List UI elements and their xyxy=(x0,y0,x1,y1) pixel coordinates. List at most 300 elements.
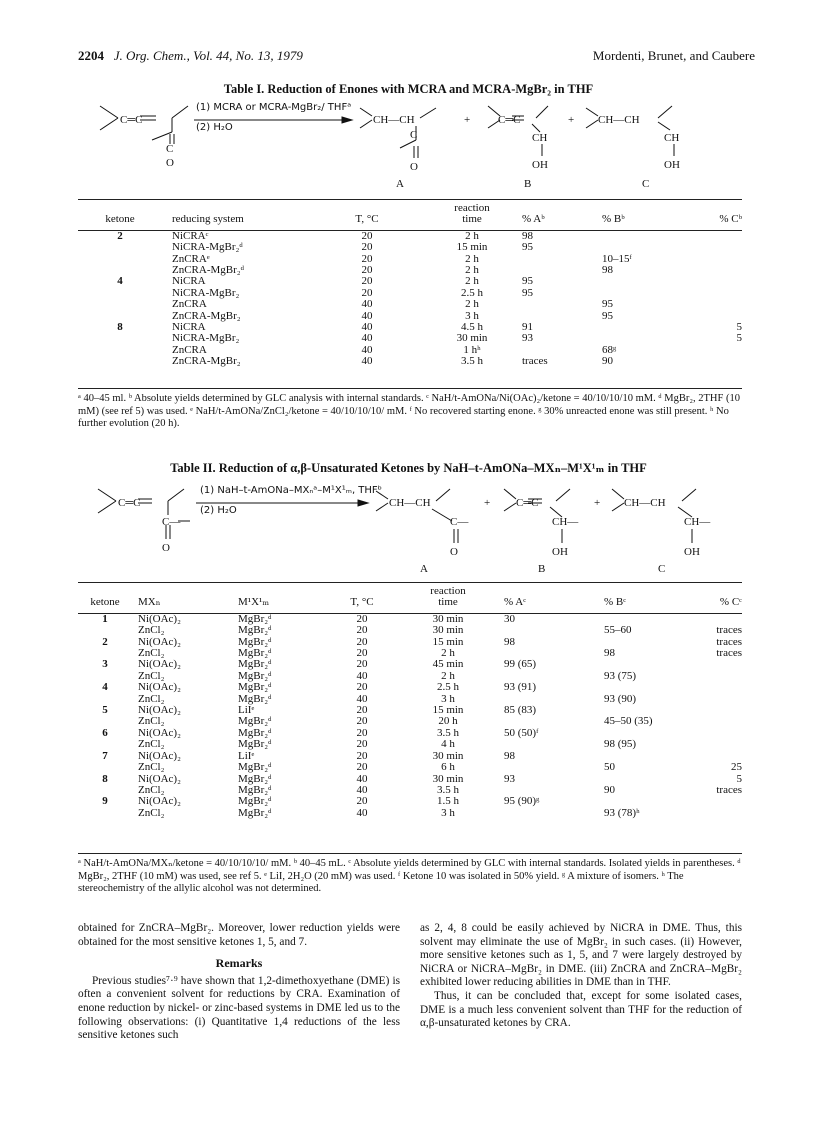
table2-cell: Ni(OAc)₂ xyxy=(138,795,181,808)
table2-top-rule xyxy=(78,582,742,583)
table2-cell: 40 xyxy=(356,806,368,819)
table2-cell: Ni(OAc)₂ xyxy=(138,704,181,717)
table1-cell: NiCRA-MgBr₂ xyxy=(172,286,240,299)
table1-cell xyxy=(78,242,162,253)
table1-cell xyxy=(522,311,602,322)
table2-cell: 99 (65) xyxy=(504,658,537,671)
table1-scheme xyxy=(80,100,760,190)
table2-cell: 2.5 h xyxy=(437,681,459,694)
table1-cell: 95 xyxy=(602,309,613,322)
table1-row xyxy=(78,356,742,367)
t2-product-c-oh: OH xyxy=(684,546,700,558)
table2-cell xyxy=(494,762,584,773)
table1-cell xyxy=(684,311,742,322)
t2-product-a-c: C— xyxy=(450,516,469,528)
product-a-c: C xyxy=(410,129,418,141)
table1-cell: 8 xyxy=(117,321,123,334)
table1-header-system: reducing system xyxy=(172,213,244,226)
table2-header-mx: MXₙ xyxy=(138,596,161,609)
table1-header-a: % Aᵇ xyxy=(522,213,545,226)
table1-cell xyxy=(602,288,684,299)
plus-sign-2: + xyxy=(568,114,575,126)
table2-cell: Ni(OAc)₂ xyxy=(138,635,181,648)
table2-cell: 55–60 xyxy=(604,624,632,637)
table2-bottom-rule xyxy=(78,853,742,854)
table2-cell: MgBr₂ᵈ xyxy=(238,624,272,637)
table1-cell: NiCRA xyxy=(172,275,206,288)
table2-cell: MgBr₂ᵈ xyxy=(238,715,272,728)
table2-cell xyxy=(676,682,742,693)
table1-cell: 2 h xyxy=(465,264,479,277)
table2-cell: 1.5 h xyxy=(437,795,459,808)
table2-cell: 20 xyxy=(356,715,368,728)
table1-cell: traces xyxy=(522,355,548,368)
table2-cell: 93 xyxy=(504,772,515,785)
table1-cell xyxy=(602,322,684,333)
table1 xyxy=(78,203,742,368)
table1-cell: 95 xyxy=(522,275,533,288)
table1-cell: 98 xyxy=(602,264,613,277)
table2-cell: MgBr₂ᵈ xyxy=(238,795,272,808)
table2-cell: MgBr₂ᵈ xyxy=(238,806,272,819)
right-column-paragraph-2: Thus, it can be concluded that, except for some isolated cases, DME is a much less convenient solvent than THF for the reduction of α,β-unsaturated ketones by CRA. xyxy=(420,989,742,1030)
enone-c: C xyxy=(166,143,174,155)
table2-row xyxy=(78,682,742,693)
table1-cell xyxy=(684,288,742,299)
product-a-chain: CH—CH xyxy=(373,114,415,126)
table2-cell: Ni(OAc)₂ xyxy=(138,749,181,762)
table2-cell: ZnCl₂ xyxy=(138,738,165,751)
table2-footnote: ᵃ NaH/t-AmONa/MXₙ/ketone = 40/10/10/10/ mM. ᵇ 40–45 mL. ᶜ Absolute yields determined by GLC with internal standards. Isolated yields in parentheses. ᵈ MgBr₂, 2THF (10 mM) was used, see ref 5. ᵉ LiI, 2H₂O (20 mM) was used. ᶠ Ketone 10 was isolated in 50% yield. ᵍ A mixture of isomers. ʰ The stereochemistry of the allylic alcohol was not determined. xyxy=(78,858,741,894)
table2-cell: MgBr₂ᵈ xyxy=(238,612,272,625)
table2-cell xyxy=(494,739,584,750)
table1-footnote: ᵃ 40–45 ml. ᵇ Absolute yields determined by GLC analysis with internal standards. ᶜ NaH/t-AmONa/Ni(OAc)₂/ketone = 40/10/10/10 mM. ᵈ MgBr₂, 2THF (10 mM) (see ref 5) was used. ᵉ NaH/t-AmONa/ZnCl₂/ketone = 40/10/10/10/ mM. ᶠ No recovered starting enone. ᵍ 30% unreacted enone was still present. ʰ No further evolution (20 h). xyxy=(78,393,740,429)
table1-cell: 90 xyxy=(602,355,613,368)
table2-cell: 15 min xyxy=(432,704,464,717)
table2-cell: 50 xyxy=(604,761,615,774)
product-c-oh: OH xyxy=(664,159,680,171)
table1-cell xyxy=(684,242,742,253)
table2-cell: ZnCl₂ xyxy=(138,715,165,728)
table2-cell: ZnCl₂ xyxy=(138,783,165,796)
table1-cell: 15 min xyxy=(456,241,488,254)
product-b-c-c: C═C xyxy=(498,114,521,126)
table2-cell: MgBr₂ᵈ xyxy=(238,726,272,739)
table1-cell: 40 xyxy=(361,321,373,334)
table2-label-a: A xyxy=(420,563,428,575)
table1-cell: 4 xyxy=(117,275,123,288)
table2-cell: 90 xyxy=(604,783,615,796)
t2-product-b-ch: CH— xyxy=(552,516,579,528)
product-b-ch: CH xyxy=(532,132,548,144)
table2-header-ketone: ketone xyxy=(90,596,120,609)
table2-row xyxy=(78,762,742,773)
table1-cell xyxy=(78,288,162,299)
table1-cell: 20 xyxy=(361,275,373,288)
journal-citation: J. Org. Chem., Vol. 44, No. 13, 1979 xyxy=(113,48,303,63)
table2-cell: Ni(OAc)₂ xyxy=(138,658,181,671)
table2-cell: 1 xyxy=(102,612,108,625)
table1-cell: 68ᵍ xyxy=(602,343,617,356)
table1-cell: 2 h xyxy=(465,229,479,242)
table1-title: Table I. Reduction of Enones with MCRA and MCRA-MgBr₂ in THF xyxy=(223,82,594,96)
table1-cell: 2 h xyxy=(465,275,479,288)
table2-cell: 45 min xyxy=(432,658,464,671)
table2-cell: 30 xyxy=(504,612,515,625)
table2-cell: 20 xyxy=(356,681,368,694)
left-column xyxy=(78,922,400,1043)
table2-row xyxy=(78,796,742,807)
table1-row xyxy=(78,242,742,253)
table2-cell: 6 h xyxy=(441,761,455,774)
table2-row xyxy=(78,613,742,625)
table2-cell: 3.5 h xyxy=(437,783,459,796)
table2-cell: 20 xyxy=(356,761,368,774)
table2-cell xyxy=(584,637,676,648)
table2-reagent-step2: (2) H₂O xyxy=(200,505,237,516)
table1-cell: 95 xyxy=(522,286,533,299)
table2-cell: 7 xyxy=(102,749,108,762)
table2-cell: Ni(OAc)₂ xyxy=(138,772,181,785)
table2-cell xyxy=(494,625,584,636)
table1-cell xyxy=(602,242,684,253)
table1-cell: 2.5 h xyxy=(461,286,483,299)
table1-cell xyxy=(684,299,742,310)
table1-row xyxy=(78,299,742,310)
table2-cell: 40 xyxy=(356,772,368,785)
table1-cell: 95 xyxy=(602,298,613,311)
table2-cell: 4 h xyxy=(441,738,455,751)
product-a-o: O xyxy=(410,161,418,173)
table2-cell: 85 (83) xyxy=(504,704,537,717)
table1-cell: 20 xyxy=(361,264,373,277)
table1-reagent-step1: (1) MCRA or MCRA-MgBr₂/ THFᵃ xyxy=(196,102,352,113)
table1-cell: 93 xyxy=(522,332,533,345)
table2-cell xyxy=(584,751,676,762)
table2-cell: 3.5 h xyxy=(437,726,459,739)
table1-cell: 2 xyxy=(117,229,123,242)
table1-cell: NiCRA-MgBr₂ᵈ xyxy=(172,241,243,254)
table2-cell xyxy=(78,625,132,636)
table2-row xyxy=(78,659,742,670)
table2-cell xyxy=(584,796,676,807)
table2-cell: MgBr₂ᵈ xyxy=(238,647,272,660)
table1-cell xyxy=(522,299,602,310)
table2-title: Table II. Reduction of α,β-Unsaturated Ketones by NaH–t-AmONa–MXₙ–M¹X¹ₘ in THF xyxy=(170,461,647,475)
table2-cell: 45–50 (35) xyxy=(604,715,653,728)
table2 xyxy=(78,586,742,819)
table1-cell xyxy=(78,299,162,310)
table2-cell: 3 h xyxy=(441,806,455,819)
table1-cell: ZnCRA xyxy=(172,343,207,356)
t2-enone-c-c: C═C xyxy=(118,497,141,509)
table1-cell: 5 xyxy=(736,321,742,334)
table2-cell: Ni(OAc)₂ xyxy=(138,612,181,625)
table2-cell xyxy=(494,808,584,819)
table2-header-b: % Bᶜ xyxy=(604,596,627,609)
left-column-intro: obtained for ZnCRA–MgBr₂. Moreover, lower reduction yields were obtained for the most sensitive ketones 1, 5, and 7. xyxy=(78,922,400,948)
table2-cell: 8 xyxy=(102,772,108,785)
table1-cell: 40 xyxy=(361,298,373,311)
table2-cell: 5 xyxy=(736,772,742,785)
table2-cell xyxy=(676,659,742,670)
table2-cell: 20 xyxy=(356,635,368,648)
table2-cell: 98 (95) xyxy=(604,738,637,751)
table1-cell: 40 xyxy=(361,355,373,368)
table2-cell: MgBr₂ᵈ xyxy=(238,738,272,751)
table1-cell xyxy=(684,254,742,265)
table2-cell: ZnCl₂ xyxy=(138,624,165,637)
table1-cell: 95 xyxy=(522,241,533,254)
table1-reagent-step2: (2) H₂O xyxy=(196,122,233,133)
table1-cell: ZnCRAᵉ xyxy=(172,252,210,265)
table1-cell: 2 h xyxy=(465,252,479,265)
table1-cell xyxy=(78,254,162,265)
table2-cell: 20 xyxy=(356,647,368,660)
table1-cell: NiCRA xyxy=(172,321,206,334)
table2-cell: ZnCl₂ xyxy=(138,647,165,660)
table1-label-c: C xyxy=(642,178,650,190)
table1-header-time: time xyxy=(462,213,482,226)
table2-cell: MgBr₂ᵈ xyxy=(238,761,272,774)
table2-cell: 30 min xyxy=(432,612,464,625)
table2-cell: MgBr₂ᵈ xyxy=(238,635,272,648)
table1-header-reaction: reaction xyxy=(454,202,490,214)
table1-label-b: B xyxy=(524,178,532,190)
table2-cell xyxy=(676,694,742,705)
table1-header-ketone: ketone xyxy=(105,213,135,226)
table2-cell: LiIᵉ xyxy=(238,704,255,717)
table1-bottom-rule xyxy=(78,388,742,389)
t2-product-b-oh: OH xyxy=(552,546,568,558)
table2-cell: 40 xyxy=(356,783,368,796)
table2-cell xyxy=(676,716,742,727)
table1-header-temp: T, °C xyxy=(355,213,379,226)
table2-cell: LiIᵉ xyxy=(238,749,255,762)
table1-cell xyxy=(684,345,742,356)
table1-cell xyxy=(602,230,684,242)
t2-product-c-ch: CH— xyxy=(684,516,711,528)
table1-cell xyxy=(522,254,602,265)
table2-header-a: % Aᶜ xyxy=(504,596,527,609)
t2-enone-c: C— xyxy=(162,516,181,528)
product-b-oh: OH xyxy=(532,159,548,171)
plus-sign-1: + xyxy=(464,114,471,126)
table2-cell: 25 xyxy=(731,761,742,774)
table2-cell: 3 h xyxy=(441,692,455,705)
table2-cell: 20 xyxy=(356,658,368,671)
table2-cell: 30 min xyxy=(432,624,464,637)
table1-cell: ZnCRA xyxy=(172,298,207,311)
table2-cell: 20 h xyxy=(438,715,458,728)
table1-cell: 40 xyxy=(361,343,373,356)
table2-cell xyxy=(676,728,742,739)
table1-cell xyxy=(78,356,162,367)
running-header-authors: Mordenti, Brunet, and Caubere xyxy=(592,48,755,63)
t2-product-c-chain: CH—CH xyxy=(624,497,666,509)
t2-plus-sign-2: + xyxy=(594,497,601,509)
table2-cell: 30 min xyxy=(432,772,464,785)
table2-cell: 40 xyxy=(356,669,368,682)
table2-cell: 2 h xyxy=(441,669,455,682)
table1-cell: 20 xyxy=(361,252,373,265)
table2-cell: 4 xyxy=(102,681,108,694)
table2-row xyxy=(78,739,742,750)
table2-row xyxy=(78,808,742,819)
table2-cell: 93 (91) xyxy=(504,681,537,694)
table2-cell: ZnCl₂ xyxy=(138,669,165,682)
table2-cell: 50 (50)ᶠ xyxy=(504,726,539,739)
table1-cell: 4.5 h xyxy=(461,321,483,334)
table2-header-reaction: reaction xyxy=(430,585,466,597)
table2-cell: MgBr₂ᵈ xyxy=(238,783,272,796)
table2-cell xyxy=(78,739,132,750)
table2-cell: 98 xyxy=(504,749,515,762)
table2-cell: Ni(OAc)₂ xyxy=(138,726,181,739)
table2-cell xyxy=(584,682,676,693)
table2-cell: 2 xyxy=(102,635,108,648)
table2-header-c: % Cᶜ xyxy=(719,596,742,609)
t2-product-a-o: O xyxy=(450,546,458,558)
table2-header-temp: T, °C xyxy=(350,596,374,609)
table2-cell: 20 xyxy=(356,612,368,625)
table2-cell: MgBr₂ᵈ xyxy=(238,772,272,785)
table2-cell xyxy=(676,796,742,807)
table2-cell: 98 xyxy=(604,647,615,660)
table2-cell: 9 xyxy=(102,795,108,808)
table1-cell xyxy=(602,276,684,287)
table2-cell xyxy=(584,774,676,785)
table1-cell: 20 xyxy=(361,286,373,299)
table2-cell: traces xyxy=(716,624,742,637)
table1-cell: 10–15ᶠ xyxy=(602,252,632,265)
t2-plus-sign-1: + xyxy=(484,497,491,509)
table1-header-c: % Cᵇ xyxy=(719,213,742,226)
table2-cell: traces xyxy=(716,635,742,648)
table2-cell: 98 xyxy=(504,635,515,648)
table1-label-a: A xyxy=(396,178,404,190)
table2-cell: traces xyxy=(716,783,742,796)
table2-row xyxy=(78,728,742,739)
t2-enone-o: O xyxy=(162,542,170,554)
table1-cell: ZnCRA-MgBr₂ xyxy=(172,309,241,322)
table1-header-b: % Bᵇ xyxy=(602,213,625,226)
table1-cell: NiCRA-MgBr₂ xyxy=(172,332,240,345)
table2-label-c: C xyxy=(658,563,666,575)
table2-cell: MgBr₂ᵈ xyxy=(238,658,272,671)
table2-cell: 6 xyxy=(102,726,108,739)
table2-cell xyxy=(78,808,132,819)
table2-row xyxy=(78,751,742,762)
t2-product-a-chain: CH—CH xyxy=(389,497,431,509)
table2-cell: 95 (90)ᵍ xyxy=(504,795,540,808)
table1-cell: 20 xyxy=(361,241,373,254)
table2-cell xyxy=(676,705,742,716)
table1-cell: 30 min xyxy=(456,332,488,345)
table2-row xyxy=(78,774,742,785)
table1-cell: ZnCRA-MgBr₂ xyxy=(172,355,241,368)
table2-header-row xyxy=(78,597,742,608)
table1-cell: 98 xyxy=(522,229,533,242)
table2-cell: 5 xyxy=(102,704,108,717)
table1-cell: 1 hʰ xyxy=(463,343,481,356)
table2-cell: MgBr₂ᵈ xyxy=(238,692,272,705)
table2-reagent-step1: (1) NaH–t-AmONa–MXₙᵃ–M¹X¹ₘ, THFᵇ xyxy=(200,485,382,496)
table2-cell: 2 h xyxy=(441,647,455,660)
table1-top-rule xyxy=(78,199,742,200)
table2-cell: 20 xyxy=(356,726,368,739)
table2-cell xyxy=(676,671,742,682)
table2-cell: ZnCl₂ xyxy=(138,806,165,819)
table2-cell: 93 (78)ʰ xyxy=(604,806,640,819)
t2-product-b-c-c: C═C xyxy=(516,497,539,509)
table1-cell xyxy=(684,356,742,367)
table2-cell: ZnCl₂ xyxy=(138,692,165,705)
table1-cell: 2 h xyxy=(465,298,479,311)
table2-cell: 20 xyxy=(356,704,368,717)
table1-cell: 3.5 h xyxy=(461,355,483,368)
table1-header-row xyxy=(78,214,742,225)
right-column xyxy=(420,922,742,1031)
enone-c-c: C═C xyxy=(120,114,143,126)
table2-scheme-drawing xyxy=(80,481,760,573)
table2-cell: Ni(OAc)₂ xyxy=(138,681,181,694)
table2-cell: ZnCl₂ xyxy=(138,761,165,774)
table2-cell: 93 (75) xyxy=(604,669,637,682)
table1-cell: 20 xyxy=(361,229,373,242)
table2-cell: 3 xyxy=(102,658,108,671)
right-column-paragraph-1: as 2, 4, 8 could be easily achieved by NiCRA in DME. Thus, this solvent may eliminate the use of MgBr₂ in such cases. (ii) However, more sensitive ketones such as 1, 5, and 7 were largely destroyed by NiCRA or NiCRA–MgBr₂ in DME. (iii) ZnCRA and ZnCRA–MgBr₂ exhibited lower reducing abilities in DME than in THF. xyxy=(420,922,742,989)
table1-cell xyxy=(684,276,742,287)
table2-cell: MgBr₂ᵈ xyxy=(238,681,272,694)
table2-header-m1x1: M¹X¹ₘ xyxy=(238,596,270,609)
table1-cell: 5 xyxy=(736,332,742,345)
table1-cell: ZnCRA-MgBr₂ᵈ xyxy=(172,264,245,277)
table2-row xyxy=(78,625,742,636)
table2-cell: 40 xyxy=(356,692,368,705)
table2-header-time: time xyxy=(438,596,458,609)
table2-label-b: B xyxy=(538,563,546,575)
table1-cell xyxy=(684,265,742,276)
table2-cell xyxy=(78,762,132,773)
table2-cell: 20 xyxy=(356,749,368,762)
table2-scheme xyxy=(80,481,760,573)
table1-cell: 91 xyxy=(522,321,533,334)
table2-cell: 93 (90) xyxy=(604,692,637,705)
table2-cell xyxy=(676,739,742,750)
section-title-remarks: Remarks xyxy=(215,956,263,971)
table2-cell: 20 xyxy=(356,795,368,808)
table1-cell xyxy=(522,265,602,276)
table1-cell xyxy=(78,333,162,344)
table1-cell xyxy=(684,230,742,242)
table2-row xyxy=(78,637,742,648)
table2-cell: 20 xyxy=(356,738,368,751)
running-header-left xyxy=(78,48,303,64)
table2-cell: MgBr₂ᵈ xyxy=(238,669,272,682)
enone-o: O xyxy=(166,157,174,169)
table1-scheme-drawing xyxy=(80,100,760,190)
table2-cell: 20 xyxy=(356,624,368,637)
table1-cell: 40 xyxy=(361,309,373,322)
page-number: 2204 xyxy=(78,48,104,63)
table1-cell: NiCRAᶜ xyxy=(172,229,209,242)
table1-cell xyxy=(78,345,162,356)
left-column-paragraph: Previous studies⁷·⁹ have shown that 1,2-dimethoxyethane (DME) is often a convenient solvent for reductions by CRA. Examination of enone reduction by nickel- or zinc-based systems in DME led us to the following observations: (i) Quantitative 1,4 reductions of the less sensitive ketones such xyxy=(78,974,400,1042)
table2-cell: 30 min xyxy=(432,749,464,762)
product-c-ch: CH xyxy=(664,132,680,144)
table2-cell xyxy=(676,808,742,819)
